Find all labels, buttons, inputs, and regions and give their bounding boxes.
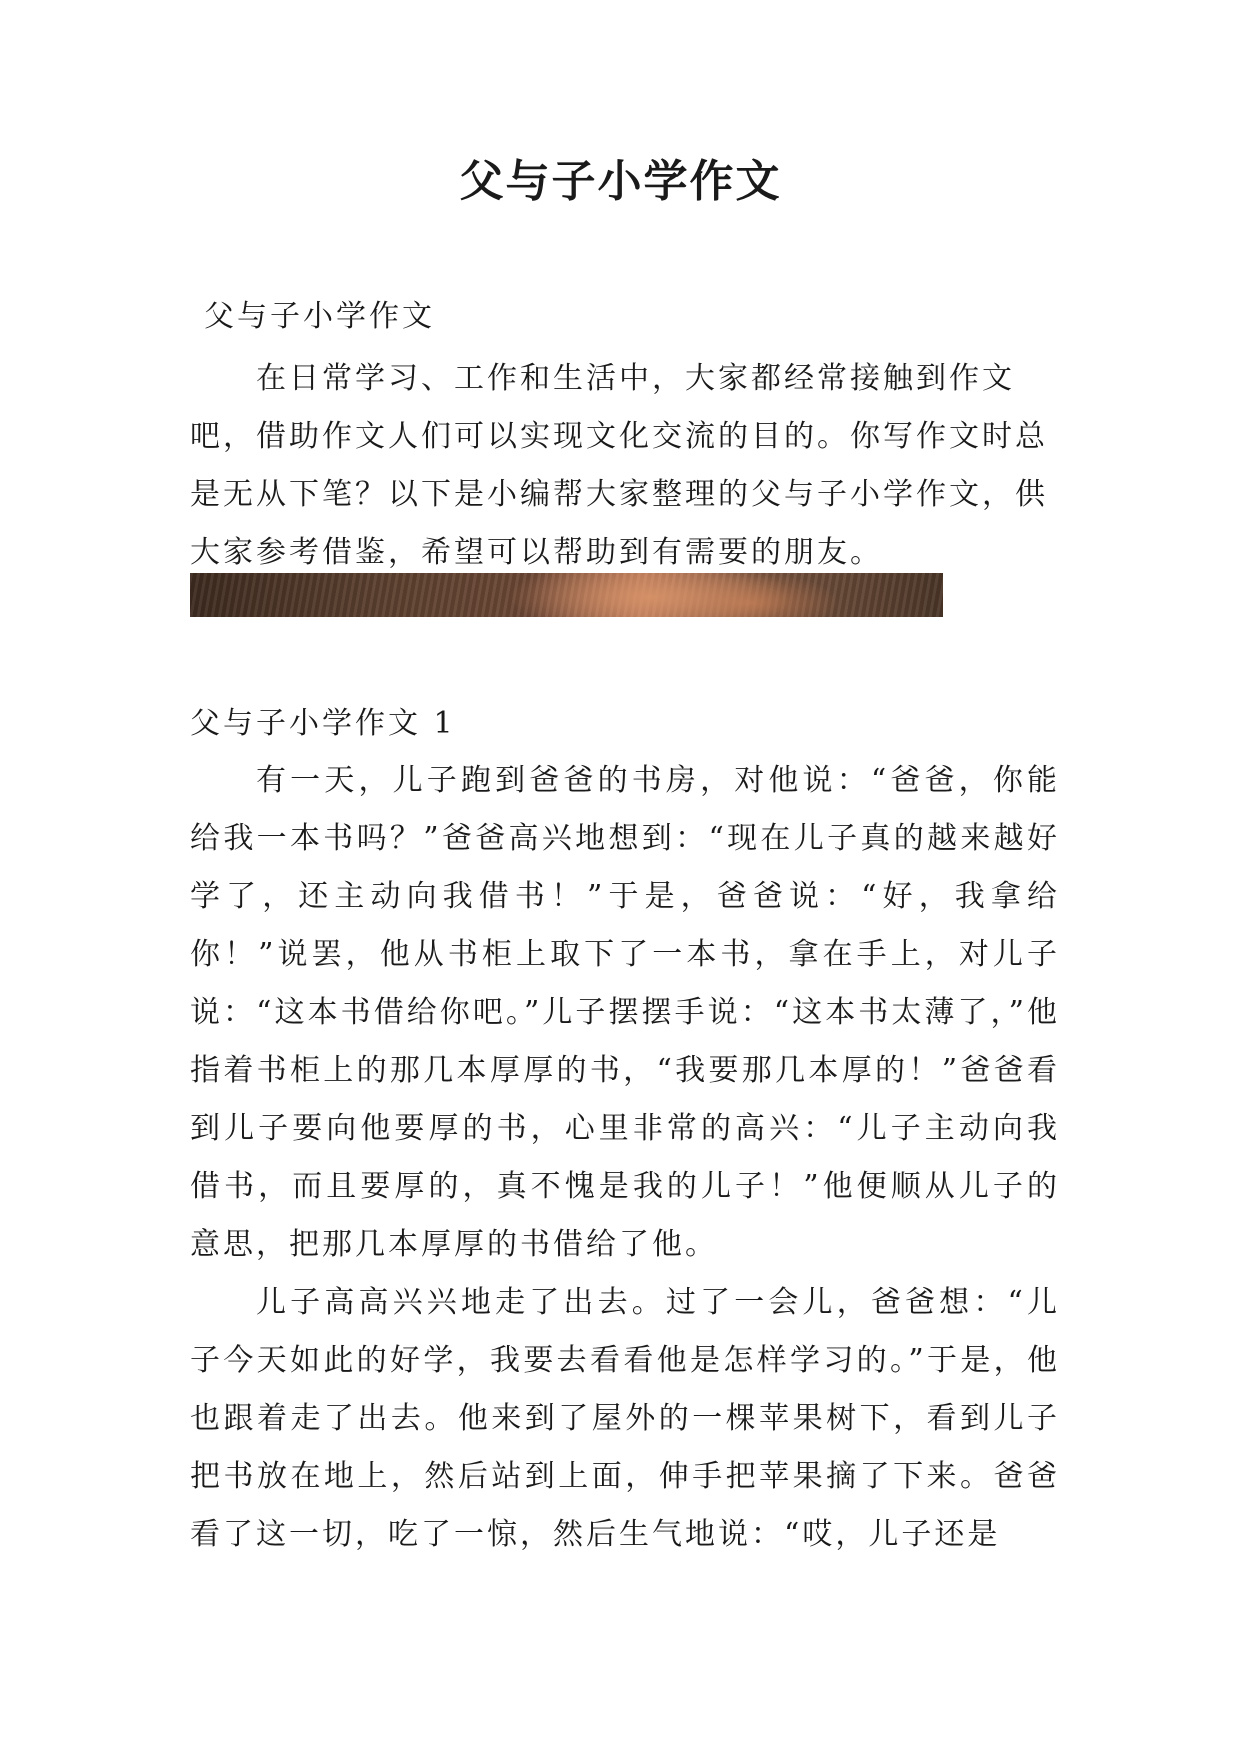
decorative-banner-image — [190, 573, 943, 617]
intro-paragraph: 在日常学习、工作和生活中，大家都经常接触到作文吧，借助作文人们可以实现文化交流的目的。你写作文时总是无从下笔？以下是小编帮大家整理的父与子小学作文，供大家参考借鉴，希望可以帮助到有需要的朋友。 — [190, 361, 1048, 570]
section-heading: 父与子小学作文 1 — [190, 706, 456, 741]
document-title: 父与子小学作文 — [459, 156, 782, 207]
story-paragraph: 有一天，儿子跑到爸爸的书房，对他说：“爸爸，你能给我一本书吗？”爸爸高兴地想到：“现在儿子真的越来越好学了，还主动向我借书！”于是，爸爸说：“好，我拿给你！”说罢，他从书柜上取下了一本书，拿在手上，对儿子说：“这本书借给你吧。”儿子摆摆手说：“这本书太薄了，”他指着书柜上的那几本厚厚的书，“我要那几本厚的！”爸爸看到儿子要向他要厚的书，心里非常的高兴：“儿子主动向我借书，而且要厚的，真不愧是我的儿子！”他便顺从儿子的意思，把那几本厚厚的书借给了他。 — [190, 763, 1060, 1262]
story-paragraph: 儿子高高兴兴地走了出去。过了一会儿，爸爸想：“儿子今天如此的好学，我要去看看他是怎样学习的。”于是，他也跟着走了出去。他来到了屋外的一棵苹果树下，看到儿子把书放在地上，然后站到上面，伸手把苹果摘了下来。爸爸看了这一切，吃了一惊，然后生气地说：“哎，儿子还是 — [190, 1285, 1060, 1552]
story-body — [190, 752, 1060, 1564]
document-subtitle: 父与子小学作文 — [204, 299, 435, 334]
